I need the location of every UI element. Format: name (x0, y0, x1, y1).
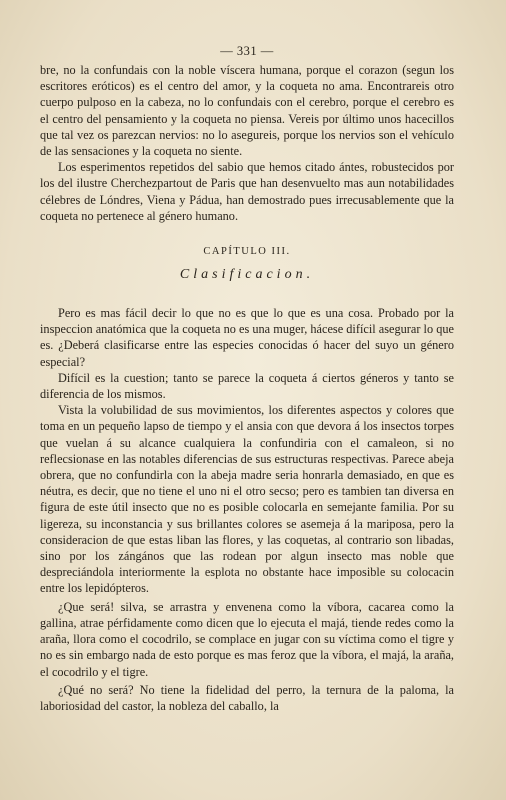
paragraph-experiments: Los esperimentos repetidos del sabio que hemos citado ántes, robustecidos por los del ilustre Cherchezpartout de Paris que han desenvuelto mas aun notabilidades célebres de Lóndres, Viena y Pádua, han demostrado pues irrecusablemente que la coqueta no pertenece al género humano. (40, 160, 454, 223)
paragraph-que-no-sera: ¿Qué no será? No tiene la fidelidad del perro, la ternura de la paloma, la laboriosidad del castor, la nobleza del caballo, la (40, 682, 454, 713)
page-number: — 331 — (220, 44, 274, 58)
paragraph-volubility: Vista la volubilidad de sus movimientos, los diferentes aspectos y colores que toma en un pequeño lapso de tiempo y el ansia con que devora á los insectos torpes que vuelan á su alcance cualquiera la confundiria con el camaleon, si no reflecsionase en las notables diferencias de sus estructuras respectivas. Parece abeja obrera, que no confundirla con la abeja madre seria honrarla demasiado, en que es néutra, es decir, que no tiene el uno ni el otro secso; pero es tambien tan diversa en figura de este útil insecto que no es posible colocarla en semejante familia. Por su ligereza, su inconstancia y sus brillantes colores se asemeja á la mariposa, pero la consideracion de que estas liban las flores, y las coquetas, al contrario son libadas, sino por los zángános que las rodean por algun insecto mas noble que despreciándola interiormente la esplota no obstante hace imposible su colocacin entre los lepidópteros. (40, 403, 454, 596)
paragraph-classification: Pero es mas fácil decir lo que no es que lo que es una cosa. Probado por la inspeccion anatómica que la coqueta no es una muger, hácese difícil asegurar lo que es. ¿Deberá clasificarse entre las especies conocidas ó hacer del suyo un género especial? (40, 306, 454, 369)
chapter-subtitle: Clasificacion. (179, 267, 315, 283)
paragraph-que-sera: ¿Que será! silva, se arrastra y envenena como la víbora, cacarea como la gallina, atrae pérfidamente como dicen que lo ejecuta el majá, tiende redes como la araña, llora como el cocodrilo, se complace en jugar con su víctima como el tigre y no es sin embargo nada de esto porque es mas feroz que la víbora, el majá, la araña, el cocodrilo y el tigre. (40, 599, 454, 679)
chapter-heading: CAPÍTULO III. (203, 246, 291, 258)
paragraph-question: Difícil es la cuestion; tanto se parece la coqueta á ciertos géneros y tanto se diferencia de los mismos. (40, 370, 454, 402)
paragraph-continuation: bre, no la confundais con la noble víscera humana, porque el corazon (segun los escritores eróticos) es el centro del amor, y la coqueta no ama. Encontrareis otro cuerpo pulposo en la cabeza, no lo confundais con el cerebro, porque el cerebro es el centro del pensamiento y la coqueta no piensa. Vereis por último unos hacecillos que tal vez os parezcan nervios: no lo asegureis, porque los nervios son el vehículo de las sensaciones y la coqueta no siente. (40, 63, 454, 159)
